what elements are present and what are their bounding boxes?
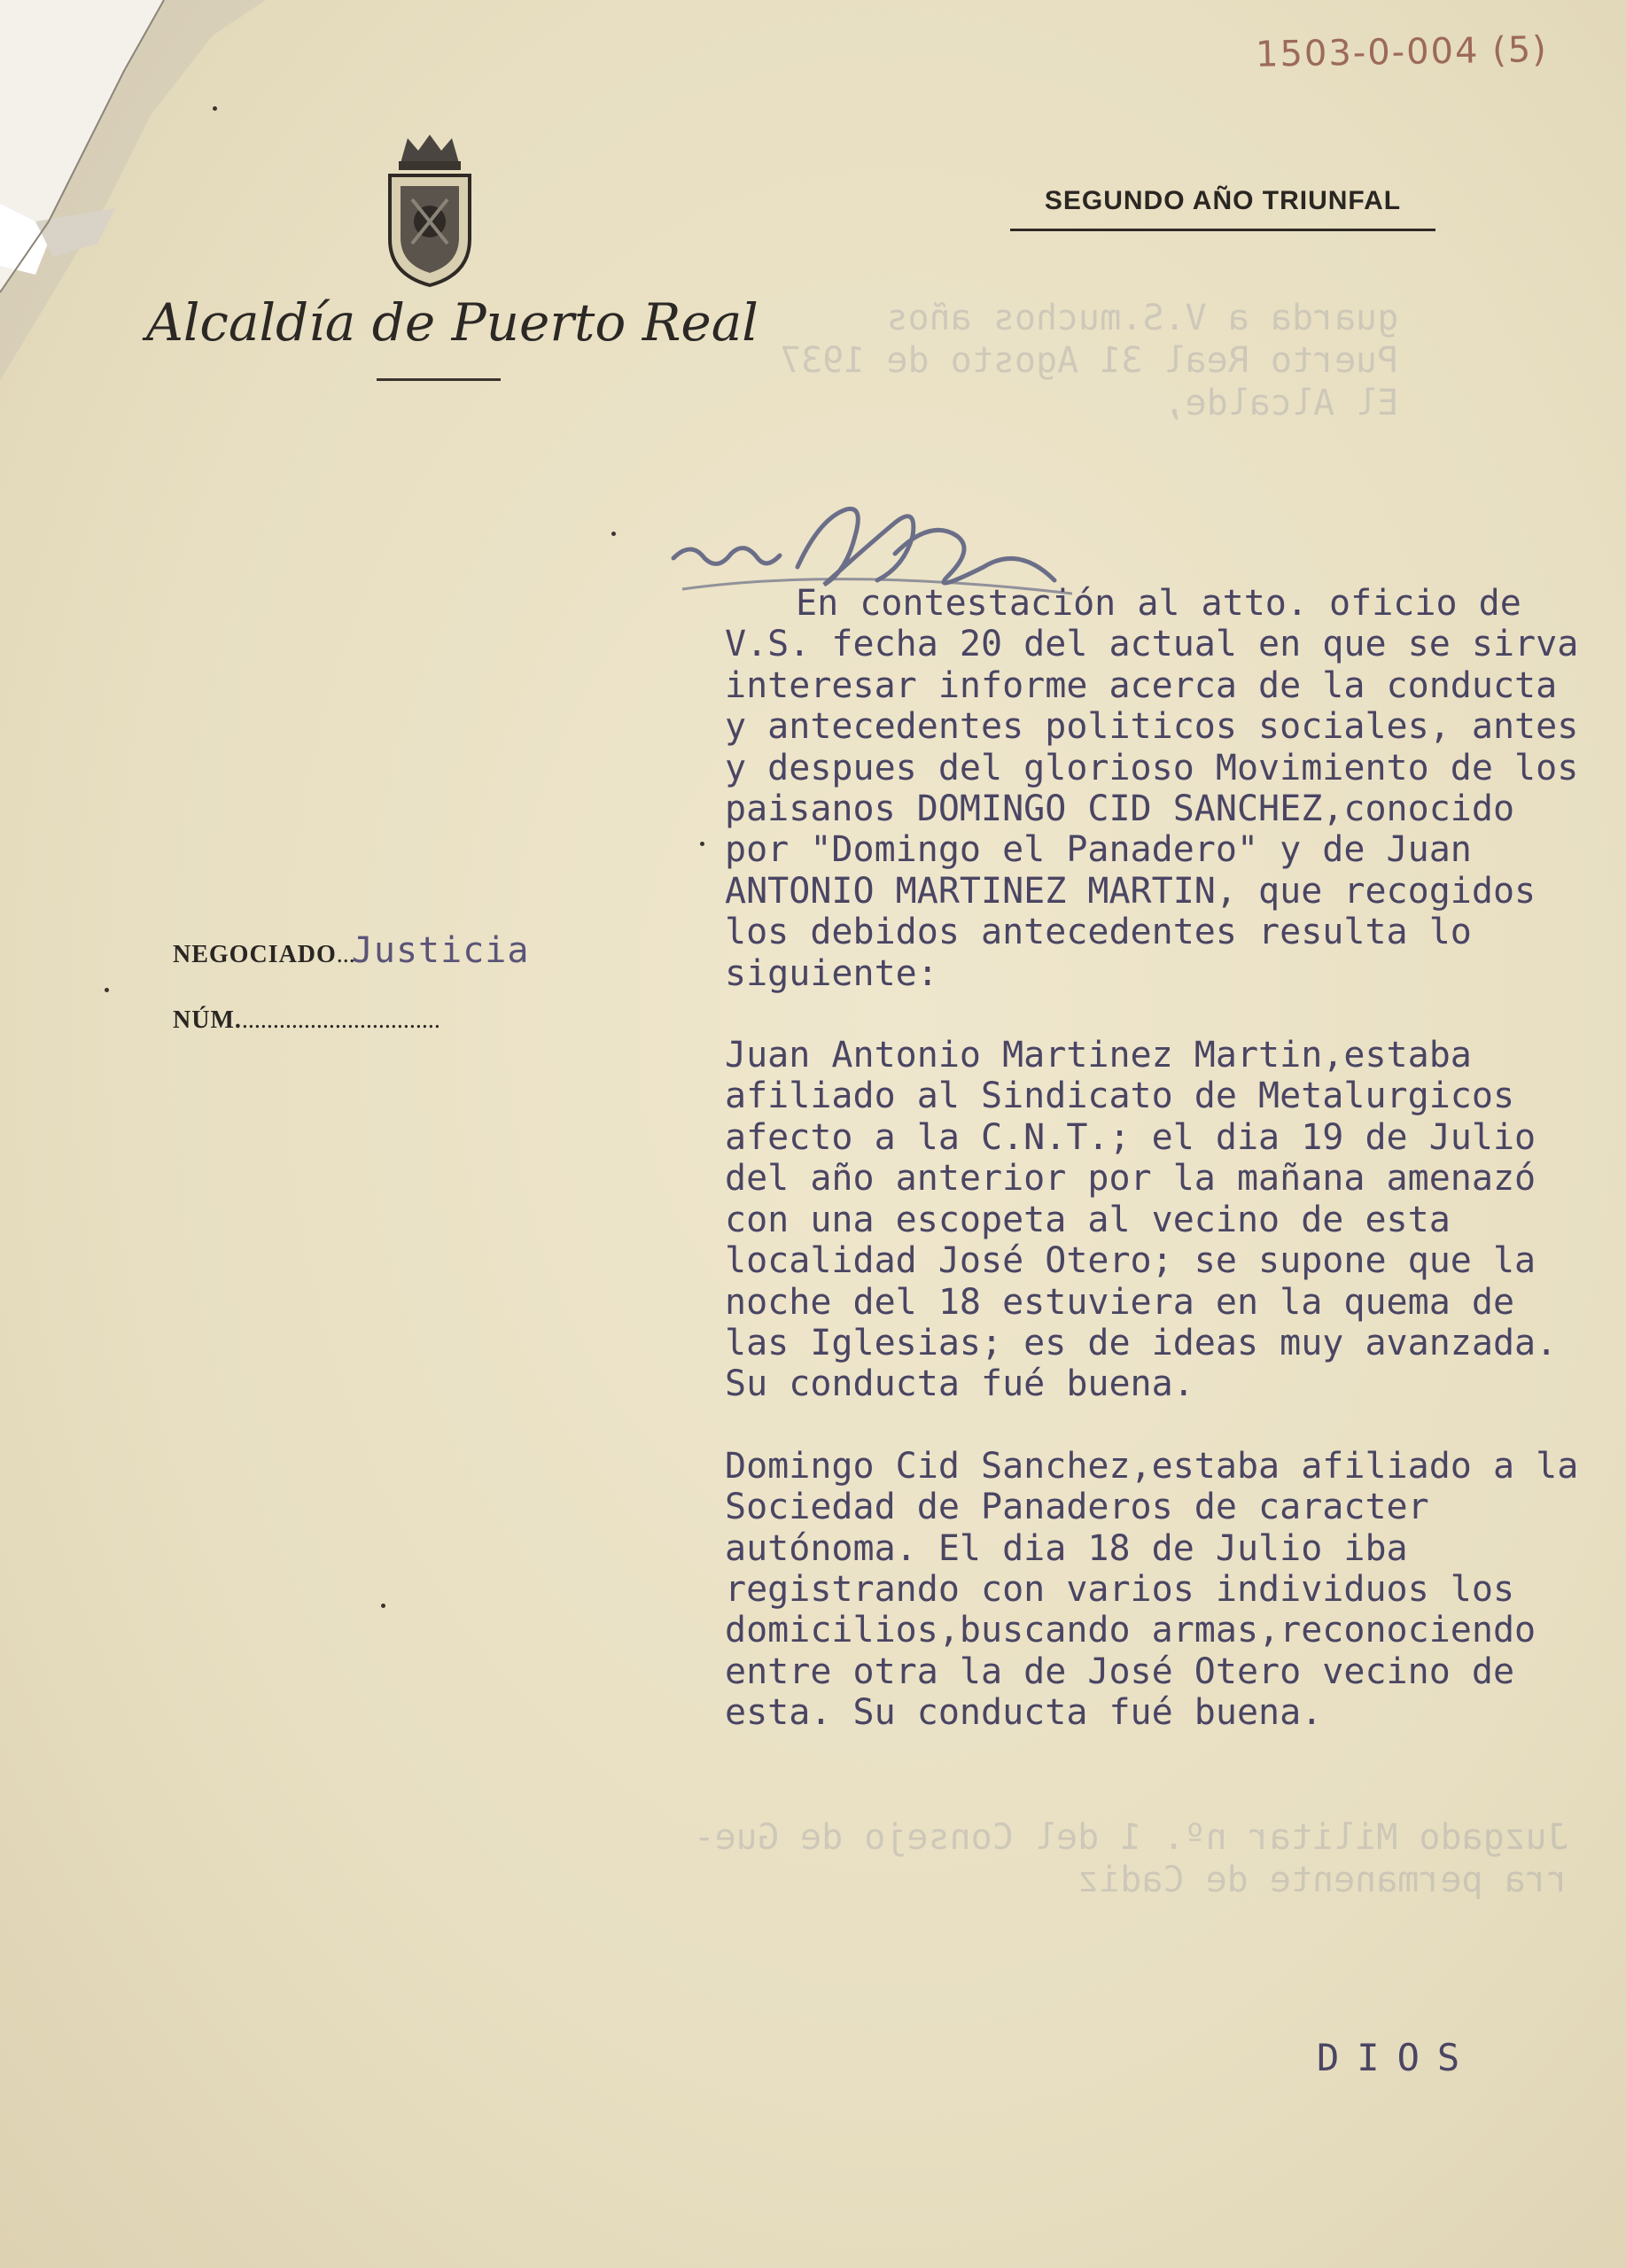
filing-labels	[173, 930, 529, 1070]
body-paragraph-1: En contestación al atto. oficio de V.S. fecha 20 del actual en que se sirva interesar informe acerca de la conducta y antecedentes politicos sociales, antes y despues del glorioso Movimiento de los paisanos DOMINGO CID SANCHEZ,conocido por "Domingo el Panadero" y de Juan ANTONIO MARTINEZ MARTIN, que recogidos los debidos antecedentes resulta lo siguiente:	[725, 583, 1579, 994]
closing-word: DIOS	[1317, 2036, 1478, 2079]
negociado-row	[173, 930, 529, 971]
negociado-label: NEGOCIADO	[173, 941, 337, 968]
year-heading-rule	[1010, 229, 1435, 231]
num-dots: ................................	[241, 1006, 440, 1034]
body-paragraph-2: Juan Antonio Martinez Martin,estaba afiliado al Sindicato de Metalurgicos afecto a la C.N.T.; el dia 19 de Julio del año anterior por la mañana amenazó con una escopeta al vecino de esta localidad José Otero; se supone que la noche del 18 estuviera en la quema de las Iglesias; es de ideas muy avanzada. Su conducta fué buena.	[725, 1035, 1558, 1405]
letter-body	[725, 583, 1593, 1775]
year-heading: SEGUNDO AÑO TRIUNFAL	[1044, 186, 1402, 215]
ink-speck	[611, 532, 616, 536]
office-name: Alcaldía de Puerto Real	[146, 292, 759, 353]
ink-speck	[381, 1604, 385, 1608]
num-label: NÚM.	[173, 1006, 242, 1034]
negociado-value: Justicia	[351, 930, 530, 971]
ink-speck	[213, 106, 217, 111]
num-row	[173, 1006, 529, 1035]
bleed-through-bottom: Juzgado Militar nº. 1 del Consejo de Gue- rra permanente de Cadiz	[693, 1817, 1568, 1900]
body-paragraph-3: Domingo Cid Sanchez,estaba afiliado a la Sociedad de Panaderos de caracter autónoma. El dia 18 de Julio iba registrando con varios individuos los domicilios,buscando armas,reconociendo entre otra la de José Otero vecino de esta. Su conducta fué buena.	[725, 1445, 1579, 1734]
header-year-block	[1010, 186, 1435, 231]
ink-speck	[700, 842, 704, 846]
coat-of-arms-icon	[381, 133, 478, 288]
office-name-rule	[377, 378, 501, 381]
negociado-dots: ...	[336, 941, 355, 968]
archive-reference-code: 1503-0-004 (5)	[1255, 29, 1549, 75]
bleed-through-top: guarda a V.S.muchos años Puerto Real 31 Agosto de 1937 El Alcalde,	[780, 298, 1399, 423]
ink-speck	[105, 988, 109, 992]
